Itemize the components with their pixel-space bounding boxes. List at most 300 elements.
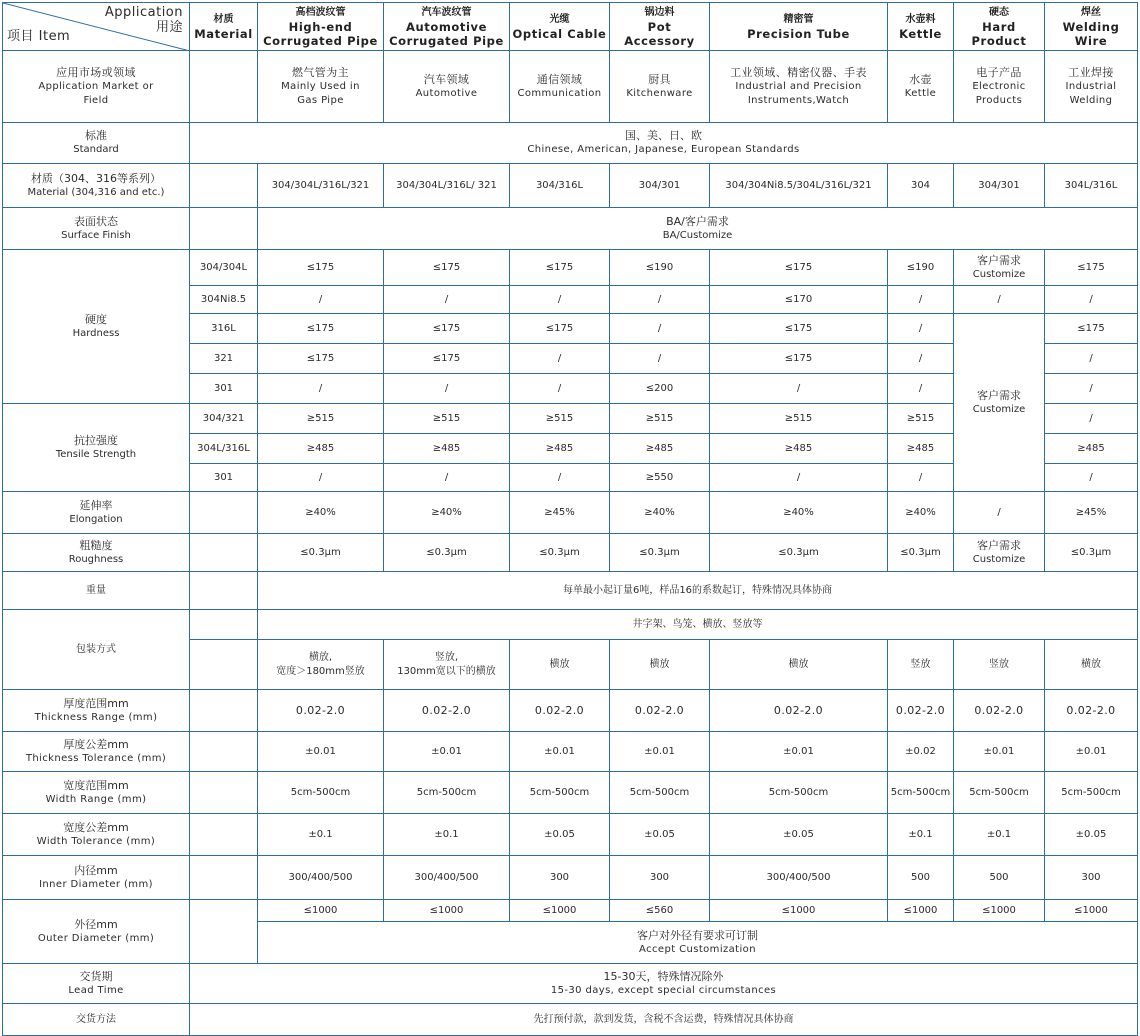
header-en: Optical Cable	[512, 26, 607, 41]
lead-time-row	[3, 964, 1138, 1004]
value-cell: ≤175	[710, 344, 888, 374]
value-cell: ≤175	[258, 314, 384, 344]
material-cell	[190, 900, 258, 964]
value-cell: /	[1045, 344, 1138, 374]
label-en: Elongation	[69, 513, 123, 525]
cell-en: Kitchenware	[626, 87, 693, 99]
value-cell: ≥485	[258, 434, 384, 464]
value-cell: ≥485	[710, 434, 888, 464]
label-en: Width Range (mm)	[45, 793, 147, 805]
material-cell	[190, 772, 258, 814]
value-cell: ≥45%	[1045, 492, 1138, 534]
width-tolerance-row	[3, 814, 1138, 856]
value-cell: /	[610, 286, 710, 314]
value-cell: /	[1045, 374, 1138, 404]
value-cell: ≤190	[610, 250, 710, 286]
material-cell	[190, 164, 258, 208]
cell-en: Communication	[517, 87, 602, 99]
app-cell	[384, 51, 510, 123]
value-cell: 300/400/500	[710, 856, 888, 900]
value-cell: /	[888, 314, 954, 344]
value-cell: /	[510, 344, 610, 374]
value-cell: ≤175	[710, 314, 888, 344]
header-en: Automotive	[405, 19, 488, 34]
value-cell: ≤1000	[384, 900, 510, 922]
cell-en: Mainly Used in	[281, 80, 360, 92]
header-zh: 材质	[213, 13, 234, 25]
hard-product-merged	[954, 314, 1045, 492]
row-label	[3, 814, 190, 856]
value-cell: 5cm-500cm	[888, 772, 954, 814]
packing-cell: 竖放	[888, 640, 954, 690]
label-en: Hardness	[72, 327, 120, 339]
value-cell: ±0.05	[1045, 814, 1138, 856]
thickness-range-row	[3, 690, 1138, 732]
value-cell: ≤175	[384, 314, 510, 344]
value-en: Customize	[972, 403, 1026, 415]
packing-cell: 横放	[1045, 640, 1138, 690]
value-cell: ≤0.3μm	[610, 534, 710, 572]
value-cell: ≤1000	[1045, 900, 1138, 922]
label-zh: 硬度	[85, 312, 107, 326]
value-cell: ±0.05	[710, 814, 888, 856]
material-value: 304/301	[954, 164, 1045, 208]
corner-application	[105, 5, 183, 35]
cell-en: Welding	[1069, 94, 1113, 106]
roughness-row	[3, 534, 1138, 572]
cell-zh: 电子产品	[976, 65, 1022, 79]
packing-cell	[258, 640, 384, 690]
label-en: Inner Diameter (mm)	[39, 878, 153, 890]
thickness-tolerance-row	[3, 732, 1138, 772]
value-cell: ±0.01	[710, 732, 888, 772]
grade-cell: 316L	[190, 314, 258, 344]
row-label: 包装方式	[3, 610, 190, 690]
value-cell: ≥515	[610, 404, 710, 434]
value-cell: ≥515	[710, 404, 888, 434]
material-value: 304/301	[610, 164, 710, 208]
material-cell	[190, 208, 258, 250]
app-cell	[258, 51, 384, 123]
value-cell	[954, 534, 1045, 572]
label-zh: 材质（304、316等系列）	[31, 171, 161, 185]
value-cell: /	[384, 374, 510, 404]
packing-cell	[384, 640, 510, 690]
corner-item: 项目 Item	[7, 29, 71, 44]
header-en: Kettle	[899, 26, 942, 41]
material-cell	[190, 856, 258, 900]
row-label	[3, 492, 190, 534]
value-cell: ±0.1	[888, 814, 954, 856]
value-cell: /	[258, 286, 384, 314]
row-label	[3, 772, 190, 814]
grade-cell: 321	[190, 344, 258, 374]
value-cell: ≥40%	[888, 492, 954, 534]
grade-cell: 304L/316L	[190, 434, 258, 464]
app-cell	[510, 51, 610, 123]
value-cell: 0.02-2.0	[610, 690, 710, 732]
header-row	[3, 3, 1138, 51]
value-en: BA/Customize	[662, 229, 733, 241]
value-cell: ±0.02	[888, 732, 954, 772]
value-zh: 国、美、日、欧	[625, 129, 702, 142]
header-pot-accessory	[610, 3, 710, 51]
value-cell: 300/400/500	[258, 856, 384, 900]
value-en: 15-30 days, except special circumstances	[550, 984, 777, 996]
corner-cell	[3, 3, 190, 51]
value-cell: ±0.01	[258, 732, 384, 772]
label-zh: 宽度范围mm	[63, 778, 129, 792]
outer-diameter-row	[3, 900, 1138, 922]
header-kettle	[888, 3, 954, 51]
label-zh: 粗糙度	[79, 538, 113, 552]
value-cell: /	[258, 374, 384, 404]
row-label	[3, 164, 190, 208]
row-label	[3, 856, 190, 900]
header-zh: 硬态	[989, 6, 1009, 18]
value-cell: /	[510, 464, 610, 492]
cell-zh: 通信领域	[536, 72, 583, 86]
material-cell	[190, 492, 258, 534]
value-en: Chinese, American, Japanese, European Standards	[527, 144, 800, 155]
weight-row	[3, 572, 1138, 610]
value-cell: ≥515	[384, 404, 510, 434]
cell-en: Kettle	[904, 87, 937, 99]
label-en: Outer Diameter (mm)	[37, 932, 155, 944]
value-cell: ≥40%	[610, 492, 710, 534]
label-en: Lead Time	[68, 984, 124, 996]
material-value: 304/304L/316L/ 321	[384, 164, 510, 208]
cell-en: Electronic	[972, 80, 1026, 92]
inner-diameter-row	[3, 856, 1138, 900]
value-cell: ±0.1	[384, 814, 510, 856]
header-en: Material	[194, 26, 253, 41]
value-cell: /	[384, 286, 510, 314]
row-label	[3, 690, 190, 732]
value-cell: ±0.1	[258, 814, 384, 856]
value-cell: ≤1000	[954, 900, 1045, 922]
value-cell: 300	[510, 856, 610, 900]
label-zh: 标准	[85, 129, 107, 142]
value-cell: 5cm-500cm	[610, 772, 710, 814]
spec-table	[2, 2, 1138, 1036]
value-cell: ≥485	[610, 434, 710, 464]
label-en: Surface Finish	[61, 229, 131, 241]
cell-zh: 厨具	[648, 72, 671, 86]
header-zh: 水壶料	[905, 13, 936, 25]
label-en: Width Tolerance (mm)	[36, 835, 156, 847]
surface-row	[3, 208, 1138, 250]
value-cell: ≤175	[258, 250, 384, 286]
value-cell: /	[610, 314, 710, 344]
value-cell: /	[1045, 286, 1138, 314]
value-cell: ≥485	[1045, 434, 1138, 464]
delivery-value: 先打预付款，款到发货，含税不含运费，特殊情况具体协商	[190, 1004, 1138, 1036]
header-en: Pot Accessory	[624, 19, 695, 48]
note-zh: 客户对外径有要求可订制	[637, 928, 758, 942]
grade-cell: 304Ni8.5	[190, 286, 258, 314]
value-cell: ≤175	[510, 314, 610, 344]
header-en: Wire	[1074, 33, 1108, 48]
value-cell: ≤175	[1045, 314, 1138, 344]
row-label	[3, 732, 190, 772]
surface-value	[258, 208, 1138, 250]
value-cell: 300	[610, 856, 710, 900]
label-en: Thickness Tolerance (mm)	[25, 752, 167, 764]
value-cell: ≤0.3μm	[888, 534, 954, 572]
row-label	[3, 404, 190, 492]
cell-zh: 工业领域、精密仪器、手表	[730, 65, 867, 79]
row-label	[3, 51, 190, 123]
cell-zh: 工业焊接	[1068, 65, 1114, 79]
value-cell: ±0.05	[510, 814, 610, 856]
value-cell: ≤1000	[710, 900, 888, 922]
row-label: 重量	[3, 572, 190, 610]
note-en: Accept Customization	[639, 943, 756, 955]
app-cell	[954, 51, 1045, 123]
packing-line: 宽度＞180mm竖放	[276, 665, 365, 677]
header-en: Welding	[1062, 19, 1120, 34]
label-zh: 抗拉强度	[74, 433, 118, 447]
label-zh: 厚度范围mm	[63, 696, 129, 710]
value-cell: 300/400/500	[384, 856, 510, 900]
value-cell: ≥515	[888, 404, 954, 434]
value-cell: 500	[888, 856, 954, 900]
cell-en: Gas Pipe	[297, 94, 344, 106]
material-cell	[190, 690, 258, 732]
outer-note	[258, 922, 1138, 964]
value-cell: 5cm-500cm	[710, 772, 888, 814]
app-cell	[1045, 51, 1138, 123]
value-cell: ≥45%	[510, 492, 610, 534]
cell-zh: 汽车领域	[423, 72, 470, 86]
value-cell: ≤175	[258, 344, 384, 374]
value-cell: /	[888, 286, 954, 314]
header-en: Corrugated Pipe	[263, 33, 378, 48]
value-cell: ≤190	[888, 250, 954, 286]
value-cell: ±0.01	[610, 732, 710, 772]
value-cell: ≥515	[258, 404, 384, 434]
packing-row	[3, 610, 1138, 640]
header-welding-wire	[1045, 3, 1138, 51]
label-zh: 内径mm	[74, 863, 118, 877]
cell-en: Automotive	[415, 87, 478, 99]
row-label	[3, 534, 190, 572]
value-cell: ±0.1	[954, 814, 1045, 856]
packing-general: 井字架、鸟笼、横放、竖放等	[258, 610, 1138, 640]
label-en: Standard	[73, 144, 119, 155]
value-cell: ≤0.3μm	[258, 534, 384, 572]
row-label: 交货方法	[3, 1004, 190, 1036]
value-cell: 5cm-500cm	[1045, 772, 1138, 814]
value-cell: /	[710, 464, 888, 492]
value-cell: ±0.01	[1045, 732, 1138, 772]
material-value: 304	[888, 164, 954, 208]
material-cell	[190, 572, 258, 610]
header-material	[190, 3, 258, 51]
value-cell: /	[1045, 464, 1138, 492]
value-cell: ≤175	[384, 250, 510, 286]
header-en: Hard Product	[971, 19, 1027, 48]
value-cell: ±0.01	[384, 732, 510, 772]
value-cell: /	[888, 344, 954, 374]
value-cell: ±0.05	[610, 814, 710, 856]
packing-line: 130mm宽以下的横放	[397, 665, 496, 677]
value-en: Customize	[972, 553, 1026, 565]
header-zh: 汽车波纹管	[421, 6, 472, 18]
value-cell: 0.02-2.0	[510, 690, 610, 732]
material-value: 304/316L	[510, 164, 610, 208]
label-zh: 延伸率	[79, 498, 113, 512]
cell-zh: 燃气管为主	[292, 65, 349, 79]
grade-cell: 301	[190, 464, 258, 492]
material-row	[3, 164, 1138, 208]
header-automotive-pipe	[384, 3, 510, 51]
packing-line: 横放,	[308, 651, 333, 663]
material-cell	[190, 534, 258, 572]
value-cell: ≥515	[510, 404, 610, 434]
row-label	[3, 964, 190, 1004]
packing-line: 竖放,	[434, 651, 459, 663]
label-en: Thickness Range (mm)	[34, 711, 158, 723]
value-cell: ≥40%	[384, 492, 510, 534]
cell-zh: 水壶	[909, 72, 932, 86]
value-cell: ≤175	[1045, 250, 1138, 286]
cell-en: Industrial and Precision	[735, 80, 862, 92]
header-precision-tube	[710, 3, 888, 51]
value-cell: /	[1045, 404, 1138, 434]
elongation-row	[3, 492, 1138, 534]
header-optical-cable	[510, 3, 610, 51]
value-cell: ≥550	[610, 464, 710, 492]
label-zh: 外径mm	[74, 917, 118, 931]
value-cell: ≤1000	[888, 900, 954, 922]
value-cell	[954, 250, 1045, 286]
value-cell: ±0.01	[954, 732, 1045, 772]
value-cell: 0.02-2.0	[888, 690, 954, 732]
material-value: 304/304Ni8.5/304L/316L/321	[710, 164, 888, 208]
label-zh: 表面状态	[74, 214, 118, 228]
lead-value	[190, 964, 1138, 1004]
value-cell: ≥485	[888, 434, 954, 464]
value-cell: ≥40%	[710, 492, 888, 534]
label-zh: 应用市场或领域	[56, 65, 136, 79]
label-en: Field	[83, 94, 109, 106]
value-cell: /	[710, 374, 888, 404]
standard-row	[3, 123, 1138, 164]
app-cell	[610, 51, 710, 123]
value-cell: 0.02-2.0	[710, 690, 888, 732]
corner-application-en: Application	[104, 5, 183, 20]
label-en: Material (304,316 and etc.)	[27, 186, 165, 198]
header-en: Corrugated Pipe	[389, 33, 504, 48]
width-range-row	[3, 772, 1138, 814]
application-row	[3, 51, 1138, 123]
value-cell: ≤200	[610, 374, 710, 404]
standard-value	[190, 123, 1138, 164]
label-zh: 宽度公差mm	[63, 820, 129, 834]
material-cell	[190, 51, 258, 123]
value-cell: ≤0.3μm	[1045, 534, 1138, 572]
grade-cell: 301	[190, 374, 258, 404]
header-zh: 焊丝	[1081, 6, 1101, 18]
value-cell: ≤175	[710, 250, 888, 286]
value-cell: ≥485	[384, 434, 510, 464]
label-en: Roughness	[68, 553, 124, 565]
material-cell	[190, 732, 258, 772]
value-cell: 5cm-500cm	[384, 772, 510, 814]
value-cell: /	[384, 464, 510, 492]
label-en: Application Market or	[38, 80, 154, 92]
value-cell: 5cm-500cm	[954, 772, 1045, 814]
value-cell: /	[954, 492, 1045, 534]
header-hard-product	[954, 3, 1045, 51]
value-cell: 5cm-500cm	[510, 772, 610, 814]
header-zh: 高档波纹管	[295, 6, 346, 18]
value-cell: 0.02-2.0	[384, 690, 510, 732]
label-zh: 厚度公差mm	[63, 737, 129, 751]
value-cell: 0.02-2.0	[1045, 690, 1138, 732]
value-cell: ≥40%	[258, 492, 384, 534]
material-value: 304/304L/316L/321	[258, 164, 384, 208]
packing-cell: 横放	[710, 640, 888, 690]
value-zh: 客户需求	[977, 388, 1021, 402]
material-cell	[190, 814, 258, 856]
value-cell: ≤175	[510, 250, 610, 286]
value-cell: /	[510, 286, 610, 314]
value-cell: ≤1000	[258, 900, 384, 922]
value-cell: ≤1000	[510, 900, 610, 922]
value-zh: 15-30天，特殊情况除外	[603, 969, 724, 983]
value-cell: ≤175	[384, 344, 510, 374]
grade-cell: 304/304L	[190, 250, 258, 286]
header-en: High-end	[288, 19, 353, 34]
value-cell: ≤0.3μm	[510, 534, 610, 572]
material-cell	[190, 640, 258, 690]
packing-cell: 竖放	[954, 640, 1045, 690]
header-en: Precision Tube	[747, 26, 850, 41]
row-label	[3, 900, 190, 964]
header-zh: 精密管	[783, 13, 814, 25]
app-cell	[888, 51, 954, 123]
app-cell	[710, 51, 888, 123]
grade-cell: 304/321	[190, 404, 258, 434]
header-high-end-pipe	[258, 3, 384, 51]
corner-application-zh: 用途	[155, 20, 183, 35]
value-cell: 300	[1045, 856, 1138, 900]
value-cell: ≤0.3μm	[710, 534, 888, 572]
value-en: Customize	[972, 268, 1026, 280]
value-zh: BA/客户需求	[666, 214, 729, 228]
row-label	[3, 250, 190, 404]
packing-cell: 横放	[510, 640, 610, 690]
header-zh: 光缆	[549, 13, 570, 25]
value-cell: /	[954, 286, 1045, 314]
row-label	[3, 123, 190, 164]
row-label	[3, 208, 190, 250]
value-cell: /	[510, 374, 610, 404]
material-cell	[190, 610, 258, 640]
value-cell: 0.02-2.0	[954, 690, 1045, 732]
cell-en: Industrial	[1065, 80, 1117, 92]
value-cell: /	[610, 344, 710, 374]
value-zh: 客户需求	[977, 253, 1021, 267]
value-cell: /	[258, 464, 384, 492]
weight-value: 每单最小起订量6吨，样品16的系数起订，特殊情况具体协商	[258, 572, 1138, 610]
value-cell: ≤170	[710, 286, 888, 314]
value-cell: 500	[954, 856, 1045, 900]
label-zh: 交货期	[79, 969, 113, 983]
